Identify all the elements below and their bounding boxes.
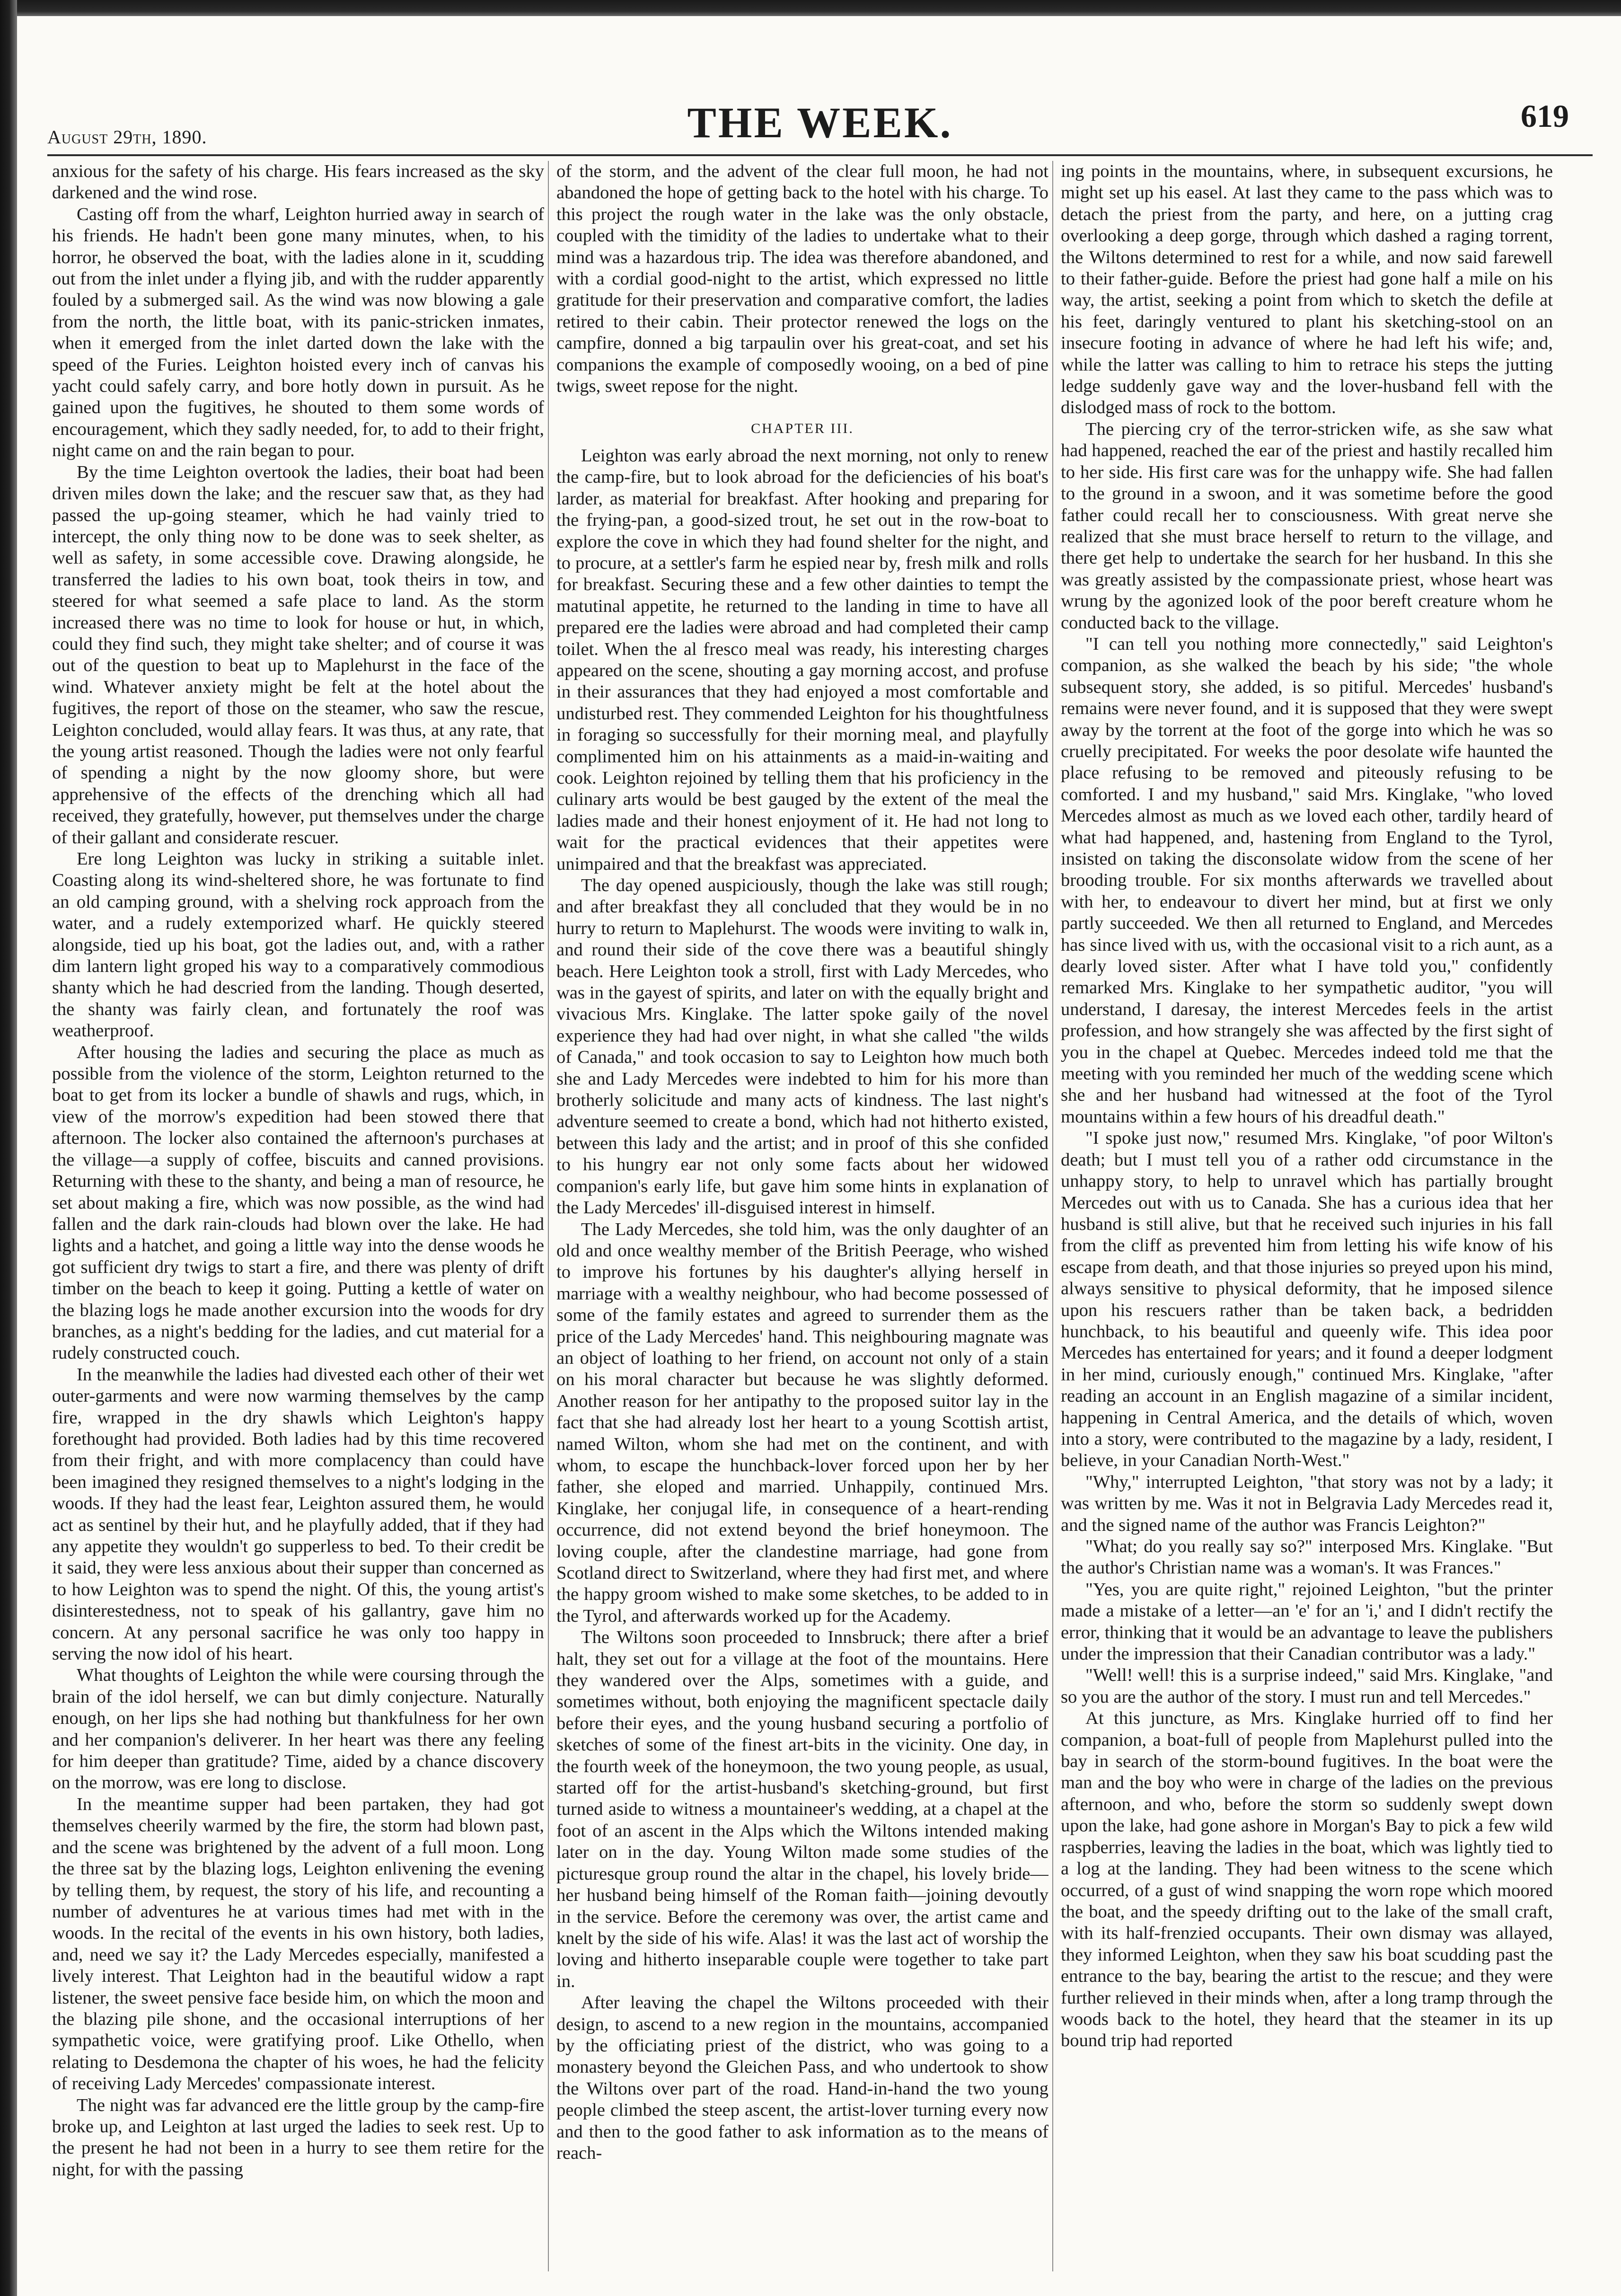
top-edge-rule — [0, 0, 1621, 16]
paragraph: "Well! well! this is a surprise indeed," said Mrs. Kinglake, "and so you are the author of the story. I must run and tell Mercedes." — [1061, 1665, 1553, 1707]
paragraph: The night was far advanced ere the little group by the camp-fire broke up, and Leighton at last urged the ladies to seek rest. Up to the present he had not been in a hurry to see them retire for the night, for with the passing — [52, 2095, 544, 2180]
paragraph: In the meantime supper had been partaken, they had got themselves cheerily warmed by the fire, the storm had blown past, and the scene was brightened by the advent of a full moon. Long the three sat by the blazing logs, Leighton enlivening the evening by telling them, by request, the story of his life, and recounting a number of adventures he at various times had met with in the woods. In the recital of the events in his own history, both ladies, and, need we say it? the Lady Mercedes especially, manifested a lively interest. That Leighton had in the beautiful widow a rapt listener, the sweet pensive face beside him, on which the moon and the blazing pile shone, and the occasional interruptions of her sympathetic voice, were gratifying proof. Like Othello, when relating to Desdemona the chapter of his woes, he had the felicity of receiving Lady Mercedes' compassionate interest. — [52, 1794, 544, 2094]
issue-date: August 29th, 1890. — [47, 126, 207, 148]
paragraph: What thoughts of Leighton the while were coursing through the brain of the idol herself, we can but dimly conjecture. Naturally enough, on her lips she had nothing but thankfulness for her own and her companion's deliverer. In her heart was there any feeling for him deeper than gratitude? Time, aided by a chance discovery on the morrow, was ere long to disclose. — [52, 1665, 544, 1793]
paragraph: In the meanwhile the ladies had divested each other of their wet outer-garments and were now warming themselves by the camp fire, wrapped in the dry shawls which Leighton's happy forethought had provided. Both ladies had by this time recovered from their fright, and with more complacency than could have been imagined they resigned themselves to a night's lodging in the woods. If they had the least fear, Leighton assured them, he would act as sentinel by their hut, and he playfully added, that if they had any appetite they wouldn't go supperless to bed. To their credit be it said, they were less anxious about their supper than concerned as to how Leighton was to spend the night. Of this, the young artist's disinterestedness, not to speak of his gallantry, gave him no concern. At any personal sacrifice he was only too happy in serving the now idol of his heart. — [52, 1364, 544, 1664]
column-divider — [548, 161, 549, 2271]
binding-edge — [0, 0, 17, 2296]
paragraph: The Lady Mercedes, she told him, was the only daughter of an old and once wealthy member of the British Peerage, who wished to improve his fortunes by his daughter's allying herself in marriage with a wealthy neighbour, who had become possessed of some of the family estates and agreed to surrender them as the price of the Lady Mercedes' hand. This neighbouring magnate was an object of loathing to her friend, on account not only of a stain on his moral character but because he was slightly deformed. Another reason for her antipathy to the proposed suitor lay in the fact that she had already lost her heart to a young Scottish artist, named Wilton, whom she had met on the continent, and with whom, to escape the hunchback-lover forced upon her by her father, she eloped and married. Unhappily, continued Mrs. Kinglake, her conjugal life, in consequence of a heart-rending occurrence, did not extend beyond the brief honeymoon. The loving couple, after the clandestine marriage, had gone from Scotland direct to Switzerland, where they had first met, and where the happy groom wished to make some sketches, to be added to in the Tyrol, and afterwards worked up for the Academy. — [556, 1219, 1048, 1626]
page-header — [47, 93, 1593, 150]
paragraph: Ere long Leighton was lucky in striking a suitable inlet. Coasting along its wind-sheltered shore, he was fortunate to find an old camping ground, with a shelving rock approach from the water, and a rudely extemporized wharf. He quickly steered alongside, tied up his boat, got the ladies out, and, with a rather dim lantern light groped his way to a comparatively commodious shanty which he had descried from the landing. Though deserted, the shanty was fairly clean, and fortunately the roof was weatherproof. — [52, 849, 544, 1041]
header-rule — [47, 154, 1593, 156]
chapter-heading: CHAPTER III. — [751, 421, 854, 437]
page-number: 619 — [1521, 98, 1569, 134]
paragraph: of the storm, and the advent of the clear full moon, he had not abandoned the hope of getting back to the hotel with his charge. To this project the rough water in the lake was the only obstacle, coupled with the timidity of the ladies to undertake what to their mind was a hazardous trip. The idea was therefore abandoned, and with a cordial good-night to the artist, which expressed no little gratitude for their preservation and comparative comfort, the ladies retired to their cabin. Their protector renewed the logs on the campfire, donned a big tarpaulin over his great-coat, and set his companions the example of composedly wooing, on a bed of pine twigs, sweet repose for the night. — [556, 161, 1048, 397]
paragraph: anxious for the safety of his charge. His fears increased as the sky darkened and the wind rose. — [52, 161, 544, 203]
paragraph: Leighton was early abroad the next morning, not only to renew the camp-fire, but to look abroad for the deficiencies of his boat's larder, as material for breakfast. After hooking and preparing for the frying-pan, a good-sized trout, he set out in the row-boat to explore the cove in which they had found shelter for the night, and to procure, at a settler's farm he espied near by, fresh milk and rolls for breakfast. Securing these and a few other dainties to tempt the matutinal appetite, he returned to the landing in time to have all prepared ere the ladies were abroad and had completed their camp toilet. When the al fresco meal was ready, his interesting charges appeared on the scene, shouting a gay morning accost, and profuse in their assurances that they had enjoyed a most comfortable and undisturbed rest. They commended Leighton for his thoughtfulness in foraging so successfully for their morning meal, and playfully complimented him on his attainments as a maid-in-waiting and cook. Leighton rejoined by telling them that his proficiency in the culinary arts would be best gauged by the extent of the meal the ladies made and their honest enjoyment of it. He had not long to wait for the practical evidences that their appetites were unimpaired and that the breakfast was appreciated. — [556, 445, 1048, 874]
paragraph: The Wiltons soon proceeded to Innsbruck; there after a brief halt, they set out for a village at the foot of the mountains. Here they wandered over the Alps, sometimes with a guide, and sometimes without, both enjoying the magnificent spectacle daily before their eyes, and the young husband securing a portfolio of sketches of some of the finest art-bits in the vicinity. One day, in the fourth week of the honeymoon, the two young people, as usual, started off for the artist-husband's sketching-ground, but first turned aside to witness a mountaineer's wedding, at a chapel at the foot of an ascent in the Alps which the Wiltons intended making later on in the day. Young Wilton made some studies of the picturesque group round the altar in the chapel, his lovely bride—her husband being himself of the Roman faith—joining devoutly in the service. Before the ceremony was over, the artist came and knelt by the side of his wife. Alas! it was the last act of worship the loving and hitherto inseparable couple were together to take part in. — [556, 1627, 1048, 1991]
paragraph: ing points in the mountains, where, in subsequent excursions, he might set up his easel. At last they came to the pass which was to detach the priest from the party, and here, on a jutting crag overlooking a deep gorge, through which dashed a raging torrent, the Wiltons determined to rest for a while, and now said farewell to their father-guide. Before the priest had gone half a mile on his way, the artist, seeking a point from which to sketch the defile at his feet, daringly ventured to plant his sketching-stool on an insecure footing in advance of where he had left his wife; and, while the latter was calling to him to retrace his steps the jutting ledge suddenly gave way and the lover-husband fell with the dislodged mass of rock to the bottom. — [1061, 161, 1553, 418]
text-column-3 — [1061, 161, 1553, 2281]
paragraph: "Yes, you are quite right," rejoined Leighton, "but the printer made a mistake of a letter—an 'e' for an 'i,' and I didn't rectify the error, thinking that it would be an advantage to leave the publishers under the impression that their Canadian contributor was a lady." — [1061, 1579, 1553, 1664]
paragraph: "I spoke just now," resumed Mrs. Kinglake, "of poor Wilton's death; but I must tell you of a rather odd circumstance in the unhappy story, to help to unravel which has partially brought Mercedes out with us to Canada. She has a curious idea that her husband is still alive, but that he received such injuries in his fall from the cliff as prevented him from letting his wife know of his escape from death, and that those injuries so preyed upon his mind, always sensitive to physical deformity, that he imposed silence upon his rescuers rather than be taken back, a bedridden hunchback, to his beautiful and queenly wife. This idea poor Mercedes has entertained for years; and it found a deeper lodgment in her mind, curiously enough," continued Mrs. Kinglake, "after reading an account in an English magazine of a similar incident, happening in Central America, and the details of which, woven into a story, were contributed to the magazine by a lady, resident, I believe, in your Canadian North-West." — [1061, 1128, 1553, 1471]
paragraph: "Why," interrupted Leighton, "that story was not by a lady; it was written by me. Was it not in Belgravia Lady Mercedes read it, and the signed name of the author was Francis Leighton?" — [1061, 1472, 1553, 1535]
text-column-2 — [556, 161, 1048, 2281]
paragraph: "What; do you really say so?" interposed Mrs. Kinglake. "But the author's Christian name was a woman's. It was Frances." — [1061, 1537, 1553, 1578]
paragraph: After leaving the chapel the Wiltons proceeded with their design, to ascend to a new region in the mountains, accompanied by the officiating priest of the district, who was going to a monastery beyond the Gleichen Pass, and who undertook to show the Wiltons over part of the road. Hand-in-hand the two young people climbed the steep ascent, the artist-lover turning every now and then to the good father to ask information as to the means of reach- — [556, 1993, 1048, 2163]
paragraph: The day opened auspiciously, though the lake was still rough; and after breakfast they all concluded that they would be in no hurry to return to Maplehurst. The woods were inviting to walk in, and round their side of the cove there was a beautiful shingly beach. Here Leighton took a stroll, first with Lady Mercedes, who was in the gayest of spirits, and later on with the equally bright and vivacious Mrs. Kinglake. The latter spoke gaily of the novel experience they had had over night, in what she called "the wilds of Canada," and took occasion to say to Leighton how much both she and Lady Mercedes were indebted to him for his more than brotherly solicitude and many acts of kindness. The last night's adventure seemed to create a bond, which had not hitherto existed, between this lady and the artist; and in proof of this she confided to his hungry ear not only some facts about her widowed companion's early life, but gave him some hints in explanation of the Lady Mercedes' ill-disguised interest in himself. — [556, 875, 1048, 1218]
column-divider — [1052, 161, 1053, 2271]
paragraph: "I can tell you nothing more connectedly," said Leighton's companion, as she walked the beach by his side; "the whole subsequent story, she added, is so pitiful. Mercedes' husband's remains were never found, and it is supposed that they were swept away by the torrent at the foot of the gorge into which he was so cruelly precipitated. For weeks the poor desolate wife haunted the place refusing to be removed and piteously refusing to be comforted. I and my husband," said Mrs. Kinglake, "who loved Mercedes almost as much as we loved each other, tardily heard of what had happened, and, hastening from England to the Tyrol, insisted on taking the disconsolate widow from the scene of her brooding trouble. For six months afterwards we travelled about with her, to endeavour to divert her mind, but at first we only partly succeeded. We then all returned to England, and Mercedes has since lived with us, with the occasional visit to a rich aunt, as a dearly loved sister. After what I have told you," confidently remarked Mrs. Kinglake to her sympathetic auditor, "you will understand, I daresay, the interest Mercedes feels in the artist profession, and how strangely she was affected by the first sight of you in the chapel at Quebec. Mercedes indeed told me that the meeting with you reminded her much of the wedding scene which she and her husband had witnessed at the foot of the Tyrol mountains within a few hours of his dreadful death." — [1061, 634, 1553, 1127]
masthead-title: THE WEEK. — [687, 98, 953, 147]
paragraph: At this juncture, as Mrs. Kinglake hurried off to find her companion, a boat-full of people from Maplehurst pulled into the bay in search of the storm-bound fugitives. In the boat were the man and the boy who were in charge of the ladies on the previous afternoon, and who, before the storm so suddenly swept down upon the lake, had gone ashore in Morgan's Bay to pick a few wild raspberries, leaving the ladies in the boat, which was lightly tied to a log at the landing. They had been witness to the scene which occurred, of a gust of wind snapping the worn rope which moored the boat, and the speedy drifting out to the lake of the small craft, with its half-frenzied occupants. Their own dismay was allayed, they informed Leighton, when they saw his boat scudding past the entrance to the bay, bearing the artist to the rescue; and they were further relieved in their minds when, after a long tramp through the woods back to the hotel, they heard that the steamer in its up bound trip had reported — [1061, 1708, 1553, 2051]
paragraph: Casting off from the wharf, Leighton hurried away in search of his friends. He hadn't been gone many minutes, when, to his horror, he observed the boat, with the ladies alone in it, scudding out from the inlet under a flying jib, and with the rudder apparently fouled by a submerged sail. As the wind was now blowing a gale from the north, the little boat, with its panic-stricken inmates, when it emerged from the inlet darted down the lake with the speed of the Furies. Leighton hoisted every inch of canvas his yacht could safely carry, and bore hotly down in pursuit. As he gained upon the fugitives, he shouted to them some words of encouragement, which they sadly needed, for, to add to their fright, night came on and the rain began to pour. — [52, 204, 544, 461]
paragraph: The piercing cry of the terror-stricken wife, as she saw what had happened, reached the ear of the priest and hastily recalled him to her side. His first care was for the unhappy wife. She had fallen to the ground in a swoon, and it was sometime before the good father could recall her to consciousness. With great nerve she realized that she must brace herself to return to the village, and there get help to undertake the search for her husband. In this she was greatly assisted by the compassionate priest, whose heart was wrung by the agonized look of the poor bereft creature whom he conducted back to the village. — [1061, 419, 1553, 633]
paragraph: After housing the ladies and securing the place as much as possible from the violence of the storm, Leighton returned to the boat to get from its locker a bundle of shawls and rugs, which, in view of the morrow's expedition had been stowed there that afternoon. The locker also contained the afternoon's purchases at the village—a supply of coffee, biscuits and canned provisions. Returning with these to the shanty, and being a man of resource, he set about making a fire, which was now possible, as the wind had fallen and the dark rain-clouds had blown over the lake. He had lights and a hatchet, and going a little way into the dense woods he got sufficient dry twigs to start a fire, and there was plenty of drift timber on the beach to keep it going. Putting a kettle of water on the blazing logs he made another excursion into the woods for dry branches, as a night's bedding for the ladies, and cut material for a rudely constructed couch. — [52, 1042, 544, 1363]
paragraph: By the time Leighton overtook the ladies, their boat had been driven miles down the lake; and the rescuer saw that, as they had passed the up-going steamer, which he had vainly tried to intercept, the only thing now to be done was to seek shelter, as well as safety, in some accessible cove. Drawing alongside, he transferred the ladies to his own boat, took theirs in tow, and steered for what seemed a safe place to land. As the storm increased there was no time to look for house or hut, in which, could they find such, they might take shelter; and of course it was out of the question to beat up to Maplehurst in the face of the wind. Whatever anxiety might be felt at the hotel about the fugitives, the report of those on the steamer, who saw the rescue, Leighton concluded, would allay fears. It was thus, at any rate, that the young artist reasoned. Though the ladies were not only fearful of spending a night by the now gloomy shore, but were apprehensive of the effects of the drenching which all had received, they gratefully, however, put themselves under the charge of their gallant and considerate rescuer. — [52, 462, 544, 848]
text-column-1 — [52, 161, 544, 2281]
